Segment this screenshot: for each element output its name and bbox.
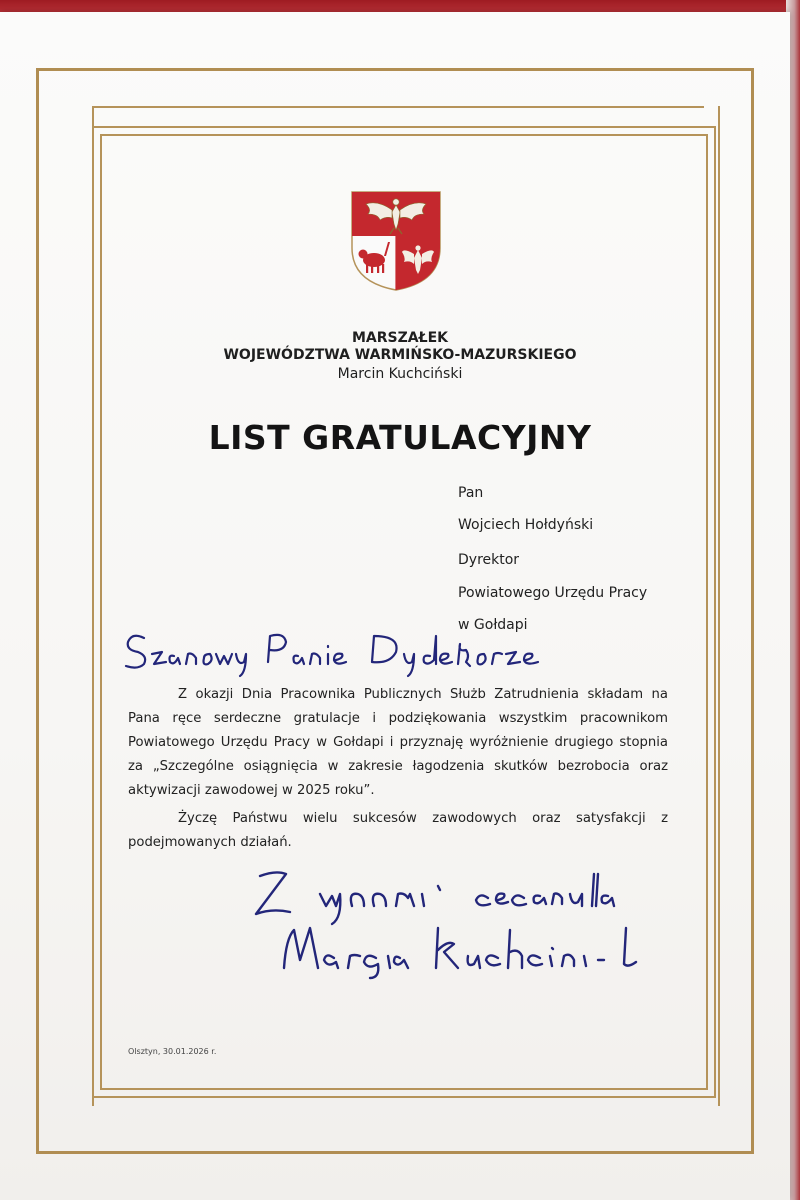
body-paragraph-2: Życzę Państwu wielu sukcesów zawodowych oraz satysfakcji z podejmowanych działań. xyxy=(128,811,668,850)
handwritten-signature xyxy=(268,908,668,980)
gold-frame-top-line xyxy=(92,106,704,108)
handwritten-greeting xyxy=(118,622,558,678)
recipient-salutation: Pan xyxy=(458,485,484,501)
recipient-office: Powiatowego Urzędu Pracy xyxy=(458,585,648,601)
body-paragraph-1: Z okazji Dnia Pracownika Publicznych Służb Zatrudnienia składam na Pana ręce serdeczne gratulacje i podziękowania wszystkim pracownikom Powiatowego Urzędu Pracy w Gołdapi i przyznaję wyróżnienie drugiego stopnia za „Szczególne osiągnięcia w zakresie łagodzenia skutków bezrobocia oraz aktywizacji zawodowej w 2025 roku”. xyxy=(128,687,668,798)
recipient-position: Dyrektor xyxy=(458,552,520,568)
recipient-name: Wojciech Hołdyński xyxy=(458,517,594,533)
issuer-name: Marcin Kuchciński xyxy=(337,366,463,382)
issuer-title: MARSZAŁEK xyxy=(351,330,449,346)
date-place: Olsztyn, 30.01.2026 r. xyxy=(128,1047,217,1056)
issuer-region: WOJEWÓDZTWA WARMIŃSKO-MAZURSKIEGO xyxy=(223,347,577,363)
recipient-location: w Gołdapi xyxy=(458,617,528,633)
document-title: LIST GRATULACYJNY xyxy=(208,418,592,457)
coat-of-arms-icon xyxy=(348,190,444,292)
gold-frame-right-line xyxy=(718,106,720,1106)
